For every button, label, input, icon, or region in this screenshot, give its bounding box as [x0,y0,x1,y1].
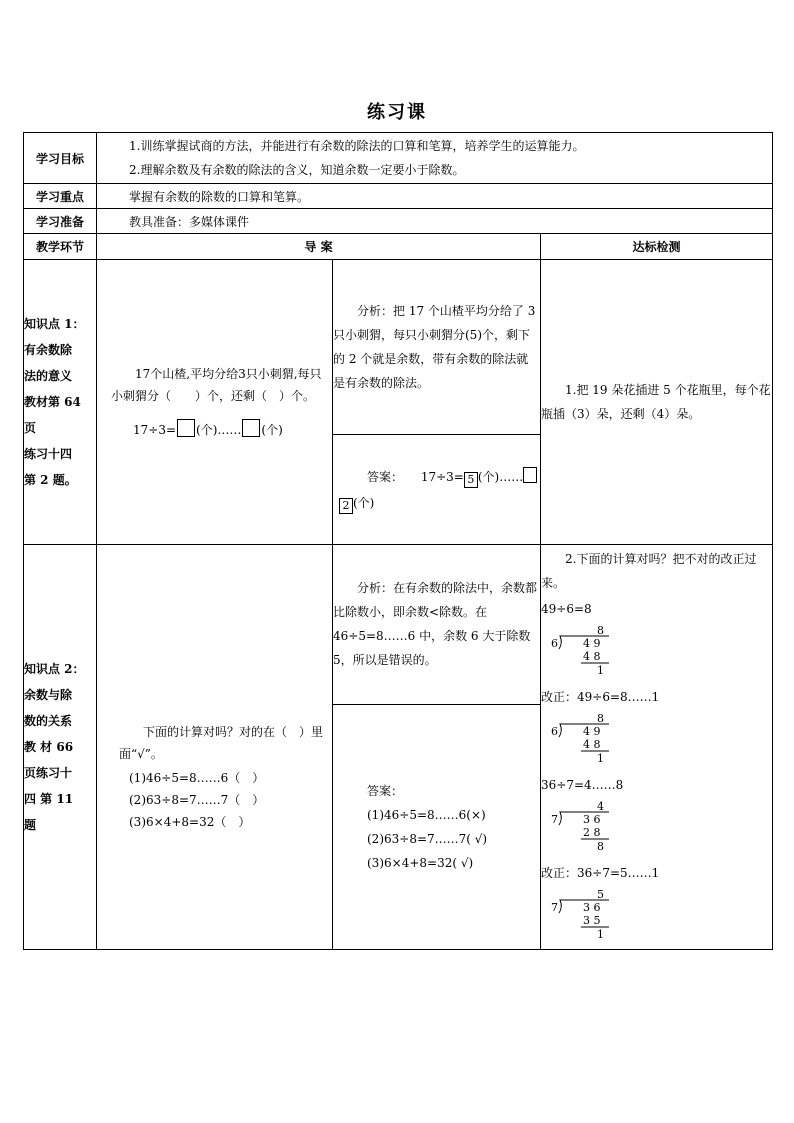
divisor: 6 [551,725,558,738]
prep-label: 学习准备 [24,209,97,234]
kp1-answer-unit2: (个) [353,495,375,510]
kp1-line: 教材第 64 [24,395,81,409]
long-division-2 [547,711,627,767]
focus-row [24,184,773,209]
kp2-answer: (2)63÷8=7……7( √) [367,831,488,846]
kp2-fix1: 改正：49÷6=8……1 [541,690,660,704]
kp2-guide [97,545,333,950]
kp2-item: (3)6×4+8=32（ ） [129,815,251,829]
kp2-item: (2)63÷8=7……7（ ） [129,793,265,807]
quotient: 8 [597,624,604,637]
goals-row [24,133,773,184]
product: 2 8 [583,826,601,839]
kp1-row-top [24,260,773,435]
kp2-analysis: 分析：在有余数的除法中，余数都比除数小，即余数<除数。在 46÷5=8……6 中，余数 6 大于除数 5，所以是错误的。 [333,581,538,668]
kp2-eq1: 49÷6=8 [541,602,592,616]
goal-line-1: 1.训练掌握试商的方法，并能进行有余数的除法的口算和笔算，培养学生的运算能力。 [129,139,585,153]
kp1-analysis-cell [333,260,541,435]
header-row [24,234,773,260]
divisor: 7 [551,901,558,914]
kp1-answer-unit1: (个)…… [477,469,524,484]
quotient: 4 [597,800,604,813]
page-title: 练习课 [367,102,427,123]
kp1-equation [111,419,332,441]
kp1-answer-cell [333,435,541,545]
long-division-1 [547,623,627,679]
long-division-3 [547,799,627,855]
kp2-row-top [24,545,773,705]
remainder: 1 [597,928,604,941]
kp1-line: 练习十四 [24,447,73,461]
goal-line-2: 2.理解余数及有余数的除法的含义，知道余数一定要小于除数。 [129,163,465,177]
dividend: 3 6 [583,901,601,914]
kp2-answer-cell [333,704,541,949]
kp1-problem: 17个山楂,平均分给3只小刺猬,每只小刺猬分（ ）个，还剩（ ）个。 [111,367,322,403]
kp2-line: 余数与除 [24,688,73,702]
kp1-answer-eq: 17÷3= [420,469,464,484]
dividend: 4 9 [583,725,601,738]
header-col1: 教学环节 [24,234,97,260]
kp2-line: 题 [24,818,37,832]
header-col2: 导 案 [97,234,541,260]
kp2-eq2: 36÷7=4……8 [541,778,624,792]
kp2-label [24,545,97,950]
kp2-answer: (1)46÷5=8……6(×) [367,807,486,822]
remainder: 1 [597,664,604,677]
kp2-line: 数的关系 [24,714,73,728]
kp2-line: 页练习十 [24,766,73,780]
kp1-answer-empty-box [523,467,537,483]
kp1-line: 知识点 1： [24,317,85,331]
kp1-label [24,260,97,545]
kp2-problem: 下面的计算对吗？对的在（ ）里面“√”。 [119,725,324,761]
answer-box[interactable] [242,419,260,437]
kp1-answer-label: 答案： [367,469,404,484]
focus-text: 掌握有余数的除数的口算和笔算。 [97,184,773,209]
kp1-line: 第 2 题。 [24,473,77,487]
dividend: 3 6 [583,813,601,826]
kp1-check-cell [541,260,773,545]
divisor: 7 [551,813,558,826]
kp2-answer-label: 答案： [367,783,404,798]
kp1-line: 有余数除 [24,343,73,357]
prep-row [24,209,773,234]
kp1-line: 法的意义 [24,369,73,383]
kp2-line: 知识点 2： [24,662,85,676]
kp2-line: 教 材 66 [24,740,74,754]
kp1-guide [97,260,333,545]
goals-label: 学习目标 [24,133,97,184]
lesson-table [23,132,773,950]
kp2-analysis-cell [333,545,541,705]
kp2-line: 四 第 11 [24,792,74,806]
long-division-4 [547,887,627,943]
kp2-item: (1)46÷5=8……6（ ） [129,771,265,785]
kp2-answer: (3)6×4+8=32( √) [367,855,474,870]
answer-box[interactable] [177,419,195,437]
kp1-unit2: (个) [261,423,283,437]
kp1-answer-remainder: 2 [339,498,353,514]
kp1-unit1: (个)…… [196,423,242,437]
kp1-check: 1.把 19 朵花插进 5 个花瓶里，每个花瓶插（3）朵，还剩（4）朵。 [541,383,771,421]
divisor: 6 [551,637,558,650]
prep-text: 教具准备：多媒体课件 [97,209,773,234]
kp2-check-title: 2.下面的计算对吗？把不对的改正过来。 [541,552,757,590]
remainder: 1 [597,752,604,765]
product: 3 5 [583,914,601,927]
kp1-answer-quotient: 5 [464,472,478,488]
kp2-check-cell [541,545,773,950]
remainder: 8 [597,840,604,853]
kp2-fix2: 改正：36÷7=5……1 [541,866,660,880]
focus-label: 学习重点 [24,184,97,209]
dividend: 4 9 [583,637,601,650]
kp1-eq-left: 17÷3= [133,423,177,437]
header-col3: 达标检测 [541,234,773,260]
quotient: 8 [597,712,604,725]
kp1-line: 页 [24,421,37,435]
product: 4 8 [583,650,601,663]
product: 4 8 [583,738,601,751]
quotient: 5 [597,888,604,901]
kp1-analysis: 分析：把 17 个山楂平均分给了 3 只小刺猬，每只小刺猬分(5)个，剩下的 2 个就是余数，带有余数的除法就是有余数的除法。 [333,304,536,390]
